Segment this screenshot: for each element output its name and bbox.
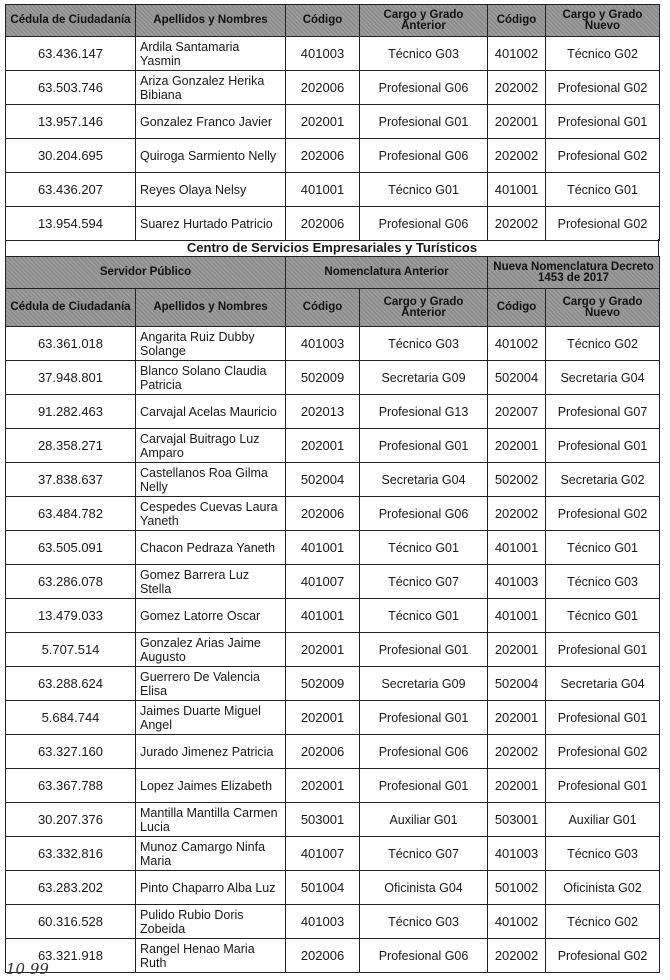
cell-codigo-anterior: 401001 (286, 531, 360, 565)
cell-nombre: Blanco Solano Claudia Patricia (136, 361, 286, 395)
cell-cedula: 5.707.514 (6, 633, 136, 667)
cell-cargo-anterior: Profesional G01 (360, 633, 488, 667)
cell-cedula: 60.316.528 (6, 905, 136, 939)
cell-cargo-nuevo: Oficinista G02 (546, 871, 660, 905)
cell-codigo-nuevo: 202002 (488, 939, 546, 973)
table-row (6, 735, 660, 769)
cell-nombre: Castellanos Roa Gilma Nelly (136, 463, 286, 497)
cell-cargo-anterior: Auxiliar G01 (360, 803, 488, 837)
cell-cargo-nuevo: Secretaria G02 (546, 463, 660, 497)
cell-codigo-nuevo: 401003 (488, 837, 546, 871)
table-row (6, 531, 660, 565)
table-section-1 (5, 4, 660, 241)
cell-cargo-anterior: Profesional G13 (360, 395, 488, 429)
table-header-row (6, 5, 660, 37)
cell-nombre: Reyes Olaya Nelsy (136, 173, 286, 207)
cell-codigo-nuevo: 202002 (488, 735, 546, 769)
cell-cedula: 63.436.147 (6, 37, 136, 71)
header-apellidos: Apellidos y Nombres (136, 5, 286, 37)
table-row (6, 939, 660, 973)
cell-nombre: Gonzalez Arias Jaime Augusto (136, 633, 286, 667)
cell-cedula: 63.436.207 (6, 173, 136, 207)
cell-cargo-anterior: Profesional G06 (360, 139, 488, 173)
group-header-anterior: Nomenclatura Anterior (286, 257, 488, 289)
cell-nombre: Ardila Santamaria Yasmin (136, 37, 286, 71)
cell-cargo-nuevo: Profesional G07 (546, 395, 660, 429)
cell-codigo-nuevo: 401001 (488, 531, 546, 565)
table-row (6, 37, 660, 71)
table-body-section-2 (6, 327, 660, 973)
cell-codigo-nuevo: 401002 (488, 37, 546, 71)
cell-codigo-anterior: 401007 (286, 837, 360, 871)
cell-cargo-nuevo: Profesional G02 (546, 139, 660, 173)
cell-cargo-anterior: Oficinista G04 (360, 871, 488, 905)
cell-codigo-nuevo: 501002 (488, 871, 546, 905)
header-cargo-anterior: Cargo y Grado Anterior (360, 289, 488, 327)
table-row (6, 667, 660, 701)
cell-cedula: 13.957.146 (6, 105, 136, 139)
cell-codigo-anterior: 202006 (286, 939, 360, 973)
cell-cargo-anterior: Profesional G06 (360, 497, 488, 531)
cell-nombre: Quiroga Sarmiento Nelly (136, 139, 286, 173)
table-row (6, 599, 660, 633)
cell-cargo-anterior: Técnico G01 (360, 599, 488, 633)
table-row (6, 207, 660, 241)
table-row (6, 429, 660, 463)
table-section-2 (5, 256, 660, 973)
cell-codigo-anterior: 401003 (286, 37, 360, 71)
cell-cargo-nuevo: Profesional G02 (546, 497, 660, 531)
cell-codigo-nuevo: 202001 (488, 105, 546, 139)
section-title: Centro de Servicios Empresariales y Turísticos (5, 239, 659, 257)
cell-codigo-anterior: 401003 (286, 327, 360, 361)
cell-cargo-nuevo: Profesional G02 (546, 71, 660, 105)
cell-codigo-anterior: 202013 (286, 395, 360, 429)
table-row (6, 173, 660, 207)
cell-codigo-anterior: 202006 (286, 139, 360, 173)
header-codigo-nuevo: Código (488, 289, 546, 327)
cell-nombre: Cespedes Cuevas Laura Yaneth (136, 497, 286, 531)
cell-codigo-anterior: 202001 (286, 633, 360, 667)
cell-codigo-nuevo: 202001 (488, 633, 546, 667)
cell-cedula: 5.684.744 (6, 701, 136, 735)
header-cargo-anterior: Cargo y Grado Anterior (360, 5, 488, 37)
cell-codigo-nuevo: 401002 (488, 327, 546, 361)
cell-codigo-nuevo: 401003 (488, 565, 546, 599)
cell-codigo-anterior: 202001 (286, 429, 360, 463)
cell-codigo-anterior: 202006 (286, 497, 360, 531)
cell-codigo-nuevo: 202002 (488, 207, 546, 241)
cell-codigo-nuevo: 502002 (488, 463, 546, 497)
cell-cargo-nuevo: Técnico G03 (546, 837, 660, 871)
cell-codigo-anterior: 202001 (286, 769, 360, 803)
cell-cargo-anterior: Técnico G03 (360, 905, 488, 939)
cell-cargo-anterior: Profesional G06 (360, 939, 488, 973)
cell-cargo-anterior: Secretaria G09 (360, 667, 488, 701)
cell-codigo-anterior: 202001 (286, 105, 360, 139)
cell-codigo-anterior: 202006 (286, 735, 360, 769)
table-row (6, 139, 660, 173)
header-cedula: Cédula de Ciudadanía (6, 5, 136, 37)
cell-cedula: 30.204.695 (6, 139, 136, 173)
cell-cargo-anterior: Técnico G01 (360, 173, 488, 207)
table-row (6, 701, 660, 735)
cell-cedula: 63.321.918 (6, 939, 136, 973)
cell-codigo-anterior: 401003 (286, 905, 360, 939)
group-header-row (6, 257, 660, 289)
table-row (6, 395, 660, 429)
cell-codigo-anterior: 503001 (286, 803, 360, 837)
cell-nombre: Carvajal Buitrago Luz Amparo (136, 429, 286, 463)
cell-codigo-nuevo: 202007 (488, 395, 546, 429)
cell-codigo-nuevo: 202002 (488, 497, 546, 531)
cell-cedula: 13.479.033 (6, 599, 136, 633)
table-row (6, 105, 660, 139)
cell-cargo-anterior: Profesional G06 (360, 207, 488, 241)
group-header-nueva: Nueva Nomenclatura Decreto 1453 de 2017 (488, 257, 660, 289)
cell-nombre: Ariza Gonzalez Herika Bibiana (136, 71, 286, 105)
table-row (6, 361, 660, 395)
cell-nombre: Mantilla Mantilla Carmen Lucia (136, 803, 286, 837)
cell-cargo-nuevo: Profesional G01 (546, 633, 660, 667)
cell-codigo-nuevo: 202002 (488, 71, 546, 105)
cell-codigo-anterior: 401007 (286, 565, 360, 599)
table-row (6, 327, 660, 361)
cell-codigo-nuevo: 202001 (488, 429, 546, 463)
cell-cedula: 63.288.624 (6, 667, 136, 701)
header-codigo-anterior: Código (286, 289, 360, 327)
cell-cedula: 63.361.018 (6, 327, 136, 361)
cell-cargo-anterior: Profesional G01 (360, 105, 488, 139)
table-row (6, 905, 660, 939)
table-body-section-1 (6, 37, 660, 241)
cell-cargo-anterior: Técnico G01 (360, 531, 488, 565)
cell-codigo-nuevo: 502004 (488, 361, 546, 395)
cell-nombre: Angarita Ruiz Dubby Solange (136, 327, 286, 361)
handwritten-mark: 10 99 (6, 960, 49, 978)
cell-codigo-nuevo: 202001 (488, 769, 546, 803)
cell-cedula: 30.207.376 (6, 803, 136, 837)
cell-cargo-nuevo: Técnico G02 (546, 37, 660, 71)
cell-codigo-nuevo: 502004 (488, 667, 546, 701)
cell-cargo-nuevo: Profesional G01 (546, 769, 660, 803)
cell-cedula: 63.367.788 (6, 769, 136, 803)
cell-nombre: Munoz Camargo Ninfa Maria (136, 837, 286, 871)
cell-cargo-anterior: Secretaria G04 (360, 463, 488, 497)
cell-codigo-nuevo: 503001 (488, 803, 546, 837)
cell-cargo-anterior: Técnico G07 (360, 837, 488, 871)
table-row (6, 803, 660, 837)
table-row (6, 769, 660, 803)
cell-nombre: Pulido Rubio Doris Zobeida (136, 905, 286, 939)
cell-codigo-anterior: 502009 (286, 361, 360, 395)
cell-cargo-nuevo: Técnico G01 (546, 599, 660, 633)
cell-cedula: 63.505.091 (6, 531, 136, 565)
cell-nombre: Carvajal Acelas Mauricio (136, 395, 286, 429)
cell-cargo-nuevo: Profesional G02 (546, 735, 660, 769)
cell-cargo-nuevo: Técnico G02 (546, 905, 660, 939)
cell-cedula: 63.503.746 (6, 71, 136, 105)
cell-nombre: Jurado Jimenez Patricia (136, 735, 286, 769)
group-header-servidor: Servidor Público (6, 257, 286, 289)
cell-cargo-anterior: Profesional G06 (360, 71, 488, 105)
table-row (6, 71, 660, 105)
header-codigo-anterior: Código (286, 5, 360, 37)
cell-cargo-nuevo: Profesional G02 (546, 939, 660, 973)
cell-cargo-nuevo: Técnico G02 (546, 327, 660, 361)
table-header-row (6, 289, 660, 327)
cell-nombre: Jaimes Duarte Miguel Angel (136, 701, 286, 735)
cell-nombre: Guerrero De Valencia Elisa (136, 667, 286, 701)
cell-cargo-anterior: Técnico G03 (360, 37, 488, 71)
cell-codigo-anterior: 202001 (286, 701, 360, 735)
cell-codigo-anterior: 502009 (286, 667, 360, 701)
cell-cargo-anterior: Profesional G01 (360, 701, 488, 735)
header-cargo-nuevo: Cargo y Grado Nuevo (546, 5, 660, 37)
cell-codigo-anterior: 401001 (286, 599, 360, 633)
cell-cargo-nuevo: Secretaria G04 (546, 361, 660, 395)
cell-cargo-nuevo: Profesional G01 (546, 105, 660, 139)
table-row (6, 633, 660, 667)
cell-cedula: 37.948.801 (6, 361, 136, 395)
cell-cedula: 63.332.816 (6, 837, 136, 871)
cell-nombre: Gomez Latorre Oscar (136, 599, 286, 633)
cell-codigo-nuevo: 401002 (488, 905, 546, 939)
cell-cedula: 63.283.202 (6, 871, 136, 905)
cell-cargo-nuevo: Profesional G02 (546, 207, 660, 241)
cell-cedula: 91.282.463 (6, 395, 136, 429)
cell-cargo-anterior: Profesional G01 (360, 429, 488, 463)
cell-codigo-nuevo: 401001 (488, 173, 546, 207)
cell-nombre: Rangel Henao Maria Ruth (136, 939, 286, 973)
cell-cargo-nuevo: Técnico G03 (546, 565, 660, 599)
cell-cargo-anterior: Técnico G07 (360, 565, 488, 599)
cell-cedula: 37.838.637 (6, 463, 136, 497)
header-cedula: Cédula de Ciudadanía (6, 289, 136, 327)
table-row (6, 463, 660, 497)
cell-codigo-nuevo: 202001 (488, 701, 546, 735)
cell-codigo-nuevo: 202002 (488, 139, 546, 173)
cell-cargo-anterior: Técnico G03 (360, 327, 488, 361)
cell-nombre: Suarez Hurtado Patricio (136, 207, 286, 241)
cell-codigo-anterior: 202006 (286, 207, 360, 241)
cell-cargo-nuevo: Secretaria G04 (546, 667, 660, 701)
header-apellidos: Apellidos y Nombres (136, 289, 286, 327)
cell-codigo-anterior: 401001 (286, 173, 360, 207)
cell-cedula: 63.484.782 (6, 497, 136, 531)
cell-cedula: 28.358.271 (6, 429, 136, 463)
cell-codigo-anterior: 501004 (286, 871, 360, 905)
cell-codigo-anterior: 202006 (286, 71, 360, 105)
header-codigo-nuevo: Código (488, 5, 546, 37)
cell-cedula: 13.954.594 (6, 207, 136, 241)
table-row (6, 497, 660, 531)
cell-nombre: Gomez Barrera Luz Stella (136, 565, 286, 599)
cell-cargo-anterior: Profesional G06 (360, 735, 488, 769)
cell-cargo-nuevo: Profesional G01 (546, 429, 660, 463)
cell-cargo-nuevo: Técnico G01 (546, 173, 660, 207)
cell-codigo-nuevo: 401001 (488, 599, 546, 633)
table-row (6, 565, 660, 599)
cell-nombre: Pinto Chaparro Alba Luz (136, 871, 286, 905)
table-row (6, 837, 660, 871)
cell-codigo-anterior: 502004 (286, 463, 360, 497)
cell-cargo-nuevo: Técnico G01 (546, 531, 660, 565)
cell-cedula: 63.327.160 (6, 735, 136, 769)
table-row (6, 871, 660, 905)
cell-cedula: 63.286.078 (6, 565, 136, 599)
cell-cargo-nuevo: Auxiliar G01 (546, 803, 660, 837)
cell-nombre: Chacon Pedraza Yaneth (136, 531, 286, 565)
cell-cargo-anterior: Profesional G01 (360, 769, 488, 803)
cell-cargo-anterior: Secretaria G09 (360, 361, 488, 395)
cell-nombre: Gonzalez Franco Javier (136, 105, 286, 139)
header-cargo-nuevo: Cargo y Grado Nuevo (546, 289, 660, 327)
cell-cargo-nuevo: Profesional G01 (546, 701, 660, 735)
cell-nombre: Lopez Jaimes Elizabeth (136, 769, 286, 803)
